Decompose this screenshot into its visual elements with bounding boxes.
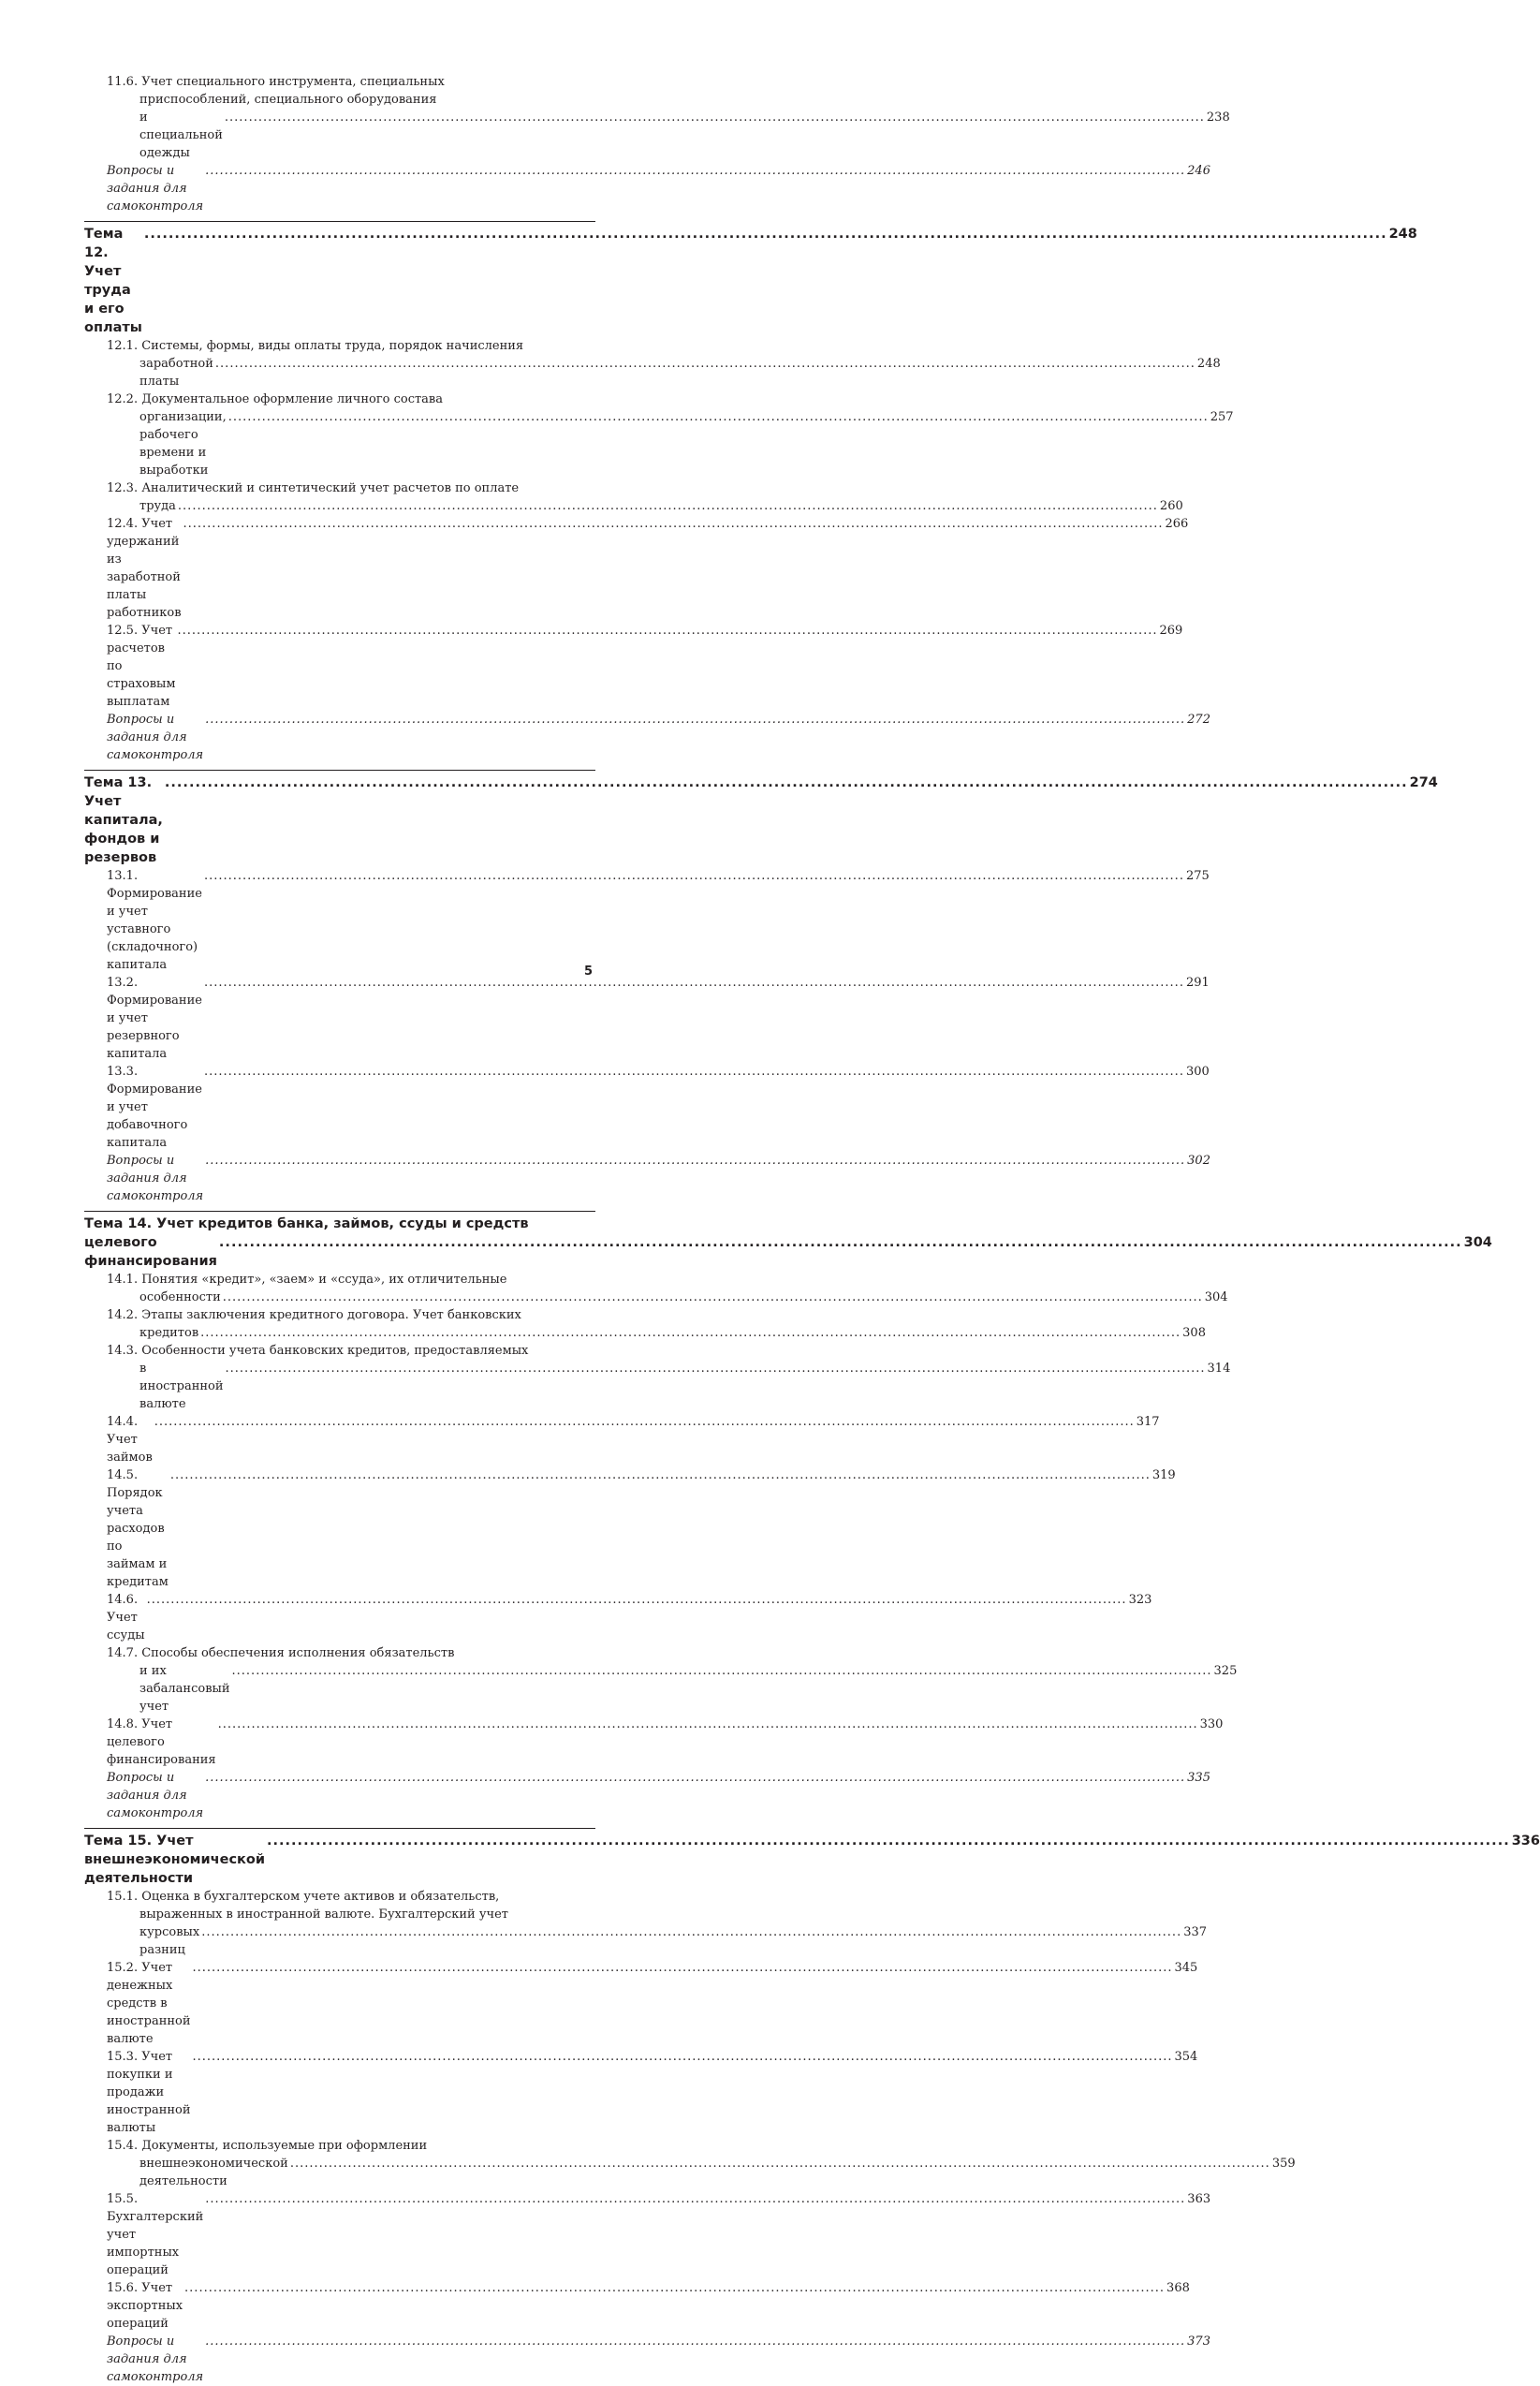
- toc-page-number: 373: [1187, 2334, 1210, 2349]
- leader-dots: [205, 162, 1185, 180]
- toc-entry-last-line: [107, 109, 1230, 162]
- toc-entry-text: организации, рабочего времени и выработки: [139, 410, 227, 478]
- theme-title-line: [84, 225, 1417, 337]
- theme-title: Тема 15. Учет внешнеэкономической деятельности: [84, 1834, 266, 1886]
- toc-entry-last-line: [107, 2190, 1211, 2279]
- toc-entry-text: 12.5. Учет расчетов по страховым выплатам: [107, 624, 176, 709]
- leader-dots: [219, 1233, 1462, 1252]
- toc-theme-items: [84, 1271, 1238, 1769]
- page-number: 5: [584, 965, 594, 979]
- leader-dots: [170, 1466, 1151, 1484]
- toc-theme-items: [84, 1888, 1296, 2333]
- table-of-contents: [84, 73, 1540, 2386]
- toc-entry-text: в иностранной валюте: [139, 1362, 224, 1411]
- toc-entry-line: 14.7. Способы обеспечения исполнения обязательств: [107, 1646, 455, 1660]
- toc-entry-text: 15.2. Учет денежных средств в иностранной валюте: [107, 1961, 191, 2046]
- toc-entry-line: 12.2. Документальное оформление личного состава: [107, 392, 443, 406]
- toc-questions-line: [84, 2333, 1210, 2386]
- toc-entry-line: 15.4. Документы, используемые при оформлении: [107, 2139, 428, 2153]
- leader-dots: [204, 1063, 1184, 1081]
- toc-page-number: 272: [1187, 713, 1210, 727]
- toc-entry-text: 13.2. Формирование и учет резервного капитала: [107, 976, 202, 1061]
- theme-title-line: [84, 773, 1438, 867]
- toc-entry-last-line: [107, 355, 1221, 390]
- leader-dots: [226, 1360, 1206, 1377]
- toc-page-number: 325: [1213, 1664, 1238, 1678]
- toc-entry-last-line: [107, 497, 1183, 515]
- toc-entry-line: 14.2. Этапы заключения кредитного договора. Учет банковских: [107, 1308, 521, 1322]
- toc-entry-line: 14.3. Особенности учета банковских кредитов, предоставляемых: [107, 1344, 529, 1358]
- toc-theme: [84, 1211, 1492, 1271]
- toc-page-number: 345: [1174, 1961, 1198, 1975]
- toc-entry-line: выраженных в иностранной валюте. Бухгалтерский учет: [139, 1907, 508, 1922]
- toc-page-number: 368: [1166, 2281, 1190, 2295]
- leader-dots: [154, 1413, 1135, 1431]
- toc-entry-text: 15.6. Учет экспортных операций: [107, 2281, 183, 2331]
- leader-dots: [204, 867, 1184, 885]
- toc-questions-line: [84, 1769, 1210, 1822]
- toc-theme-items: [84, 337, 1234, 711]
- toc-entry-line: приспособлений, специального оборудования: [139, 93, 437, 107]
- leader-dots: [215, 355, 1195, 373]
- toc-page-number: 246: [1187, 164, 1210, 178]
- toc-entry-last-line: [107, 1591, 1152, 1644]
- toc-page-number: 336: [1511, 1834, 1540, 1848]
- leader-dots: [205, 1769, 1185, 1787]
- toc-questions: [84, 162, 1210, 215]
- leader-dots: [178, 497, 1158, 515]
- toc-page-number: 330: [1199, 1717, 1224, 1731]
- leader-dots: [201, 1923, 1181, 1941]
- leader-dots: [193, 2048, 1173, 2066]
- toc-page-number: 323: [1128, 1593, 1152, 1607]
- toc-entry-last-line: [107, 2155, 1296, 2190]
- toc-page-number: 248: [1388, 227, 1417, 242]
- toc-entry-last-line: [107, 1959, 1198, 2048]
- toc-entry-last-line: [107, 1662, 1238, 1716]
- toc-entry-line: 15.1. Оценка в бухгалтерском учете активов и обязательств,: [107, 1890, 500, 1904]
- toc-page-number: 304: [1463, 1235, 1492, 1250]
- theme-title-line: [84, 1832, 1540, 1888]
- toc-page-number: 337: [1183, 1925, 1208, 1939]
- toc-entry-line: 12.3. Аналитический и синтетический учет расчетов по оплате: [107, 481, 520, 495]
- toc-questions-line: [84, 162, 1210, 215]
- toc-page-number: 304: [1204, 1290, 1228, 1304]
- leader-dots: [193, 1959, 1173, 1977]
- toc-entry: [84, 73, 1230, 162]
- toc-questions-line: [84, 711, 1210, 764]
- toc-entry-last-line: [107, 408, 1234, 479]
- toc-page-number: 308: [1182, 1326, 1206, 1340]
- toc-entry-last-line: [107, 1063, 1210, 1152]
- toc-entry-text: 15.3. Учет покупки и продажи иностранной валюты: [107, 2050, 191, 2135]
- toc-entry-last-line: [107, 974, 1210, 1063]
- toc-page-number: 238: [1206, 110, 1230, 125]
- leader-dots: [200, 1324, 1181, 1342]
- leader-dots: [225, 109, 1205, 126]
- leader-dots: [177, 622, 1157, 640]
- toc-entry-last-line: [107, 1466, 1176, 1591]
- toc-entry-last-line: [107, 2048, 1198, 2137]
- toc-entry-text: кредитов: [139, 1326, 199, 1340]
- toc-entry-text: курсовых разниц: [139, 1925, 200, 1957]
- leader-dots: [205, 1152, 1185, 1170]
- toc-page-number: 302: [1187, 1154, 1210, 1168]
- toc-entry-last-line: [107, 622, 1183, 711]
- toc-page-number: 300: [1185, 1065, 1210, 1079]
- toc-entry-text: 14.6. Учет ссуды: [107, 1593, 145, 1642]
- toc-questions-text: Вопросы и задания для самоконтроля: [107, 2334, 204, 2384]
- toc-entry-text: 12.4. Учет удержаний из заработной платы работников: [107, 517, 182, 620]
- toc-theme: [84, 1828, 1540, 1888]
- leader-dots: [223, 1289, 1203, 1306]
- leader-dots: [183, 515, 1164, 533]
- toc-questions-text: Вопросы и задания для самоконтроля: [107, 164, 204, 214]
- toc-entry-text: 15.5. Бухгалтерский учет импортных операций: [107, 2192, 204, 2277]
- theme-title-line: [84, 1233, 1492, 1271]
- theme-title: Тема 12. Учет труда и его оплаты: [84, 227, 142, 335]
- leader-dots: [267, 1832, 1510, 1850]
- toc-page-number: 257: [1210, 410, 1234, 424]
- toc-page-number: 317: [1136, 1415, 1160, 1429]
- leader-dots: [228, 408, 1209, 426]
- toc-questions-text: Вопросы и задания для самоконтроля: [107, 1154, 204, 1203]
- toc-entry-last-line: [107, 867, 1210, 974]
- toc-entry-text: особенности: [139, 1290, 221, 1304]
- toc-entry-text: внешнеэкономической деятельности: [139, 2157, 288, 2188]
- theme-title: Тема 13. Учет капитала, фондов и резервов: [84, 775, 163, 865]
- toc-entry-text: 13.1. Формирование и учет уставного (складочного) капитала: [107, 869, 202, 972]
- toc-page-number: 354: [1174, 2050, 1198, 2064]
- leader-dots: [205, 2333, 1185, 2350]
- toc-page-number: 291: [1185, 976, 1210, 990]
- toc-entry-line: 14.1. Понятия «кредит», «заем» и «ссуда», их отличительные: [107, 1273, 507, 1287]
- toc-entry-last-line: [107, 1324, 1206, 1342]
- toc-theme: [84, 770, 1438, 867]
- toc-entry-text: и специальной одежды: [139, 110, 223, 160]
- toc-page-number: 266: [1165, 517, 1189, 531]
- toc-entry-line: 12.1. Системы, формы, виды оплаты труда, порядок начисления: [107, 339, 524, 353]
- toc-entry-text: заработной платы: [139, 357, 213, 389]
- toc-entry-text: 13.3. Формирование и учет добавочного капитала: [107, 1065, 202, 1150]
- toc-entry-last-line: [107, 515, 1189, 622]
- theme-title-line: Тема 14. Учет кредитов банка, займов, ссуды и средств: [84, 1216, 529, 1231]
- toc-page-number: 314: [1207, 1362, 1231, 1376]
- toc-questions-text: Вопросы и задания для самоконтроля: [107, 1771, 204, 1820]
- toc-entry-last-line: [107, 1360, 1231, 1413]
- toc-page-number: 274: [1409, 775, 1438, 790]
- leader-dots: [204, 974, 1184, 992]
- leader-dots: [290, 2155, 1270, 2172]
- toc-entry-text: 14.5. Порядок учета расходов по займам и кредитам: [107, 1468, 169, 1589]
- toc-entry-text: труда: [139, 499, 176, 513]
- leader-dots: [165, 773, 1408, 792]
- toc-page-number: 363: [1187, 2192, 1211, 2206]
- toc-entry-last-line: [107, 1716, 1224, 1769]
- toc-questions-text: Вопросы и задания для самоконтроля: [107, 713, 204, 762]
- leader-dots: [232, 1662, 1212, 1680]
- toc-entry-last-line: [107, 2279, 1190, 2333]
- toc-page-number: 275: [1185, 869, 1210, 883]
- toc-theme: [84, 221, 1417, 337]
- toc-entry-text: 14.4. Учет займов: [107, 1415, 153, 1465]
- toc-page-number: 319: [1151, 1468, 1176, 1482]
- toc-page-number: 335: [1187, 1771, 1210, 1785]
- toc-page-number: 248: [1196, 357, 1221, 371]
- toc-entry-last-line: [107, 1923, 1208, 1959]
- toc-questions-line: [84, 1152, 1210, 1205]
- leader-dots: [147, 1591, 1127, 1609]
- toc-entry-line: 11.6. Учет специального инструмента, специальных: [107, 75, 445, 89]
- leader-dots: [205, 2190, 1185, 2208]
- toc-page-number: 260: [1159, 499, 1183, 513]
- theme-title: целевого финансирования: [84, 1235, 217, 1269]
- leader-dots: [218, 1716, 1198, 1733]
- leader-dots: [144, 225, 1387, 243]
- toc-theme-items: [84, 867, 1210, 1152]
- leader-dots: [184, 2279, 1165, 2297]
- leader-dots: [205, 711, 1185, 729]
- toc-entry-last-line: [107, 1289, 1228, 1306]
- toc-page-number: 269: [1159, 624, 1183, 638]
- toc-page-number: 359: [1271, 2157, 1296, 2171]
- toc-entry-text: 14.8. Учет целевого финансирования: [107, 1717, 216, 1767]
- toc-entry-text: и их забалансовый учет: [139, 1664, 230, 1714]
- toc-entry-last-line: [107, 1413, 1160, 1466]
